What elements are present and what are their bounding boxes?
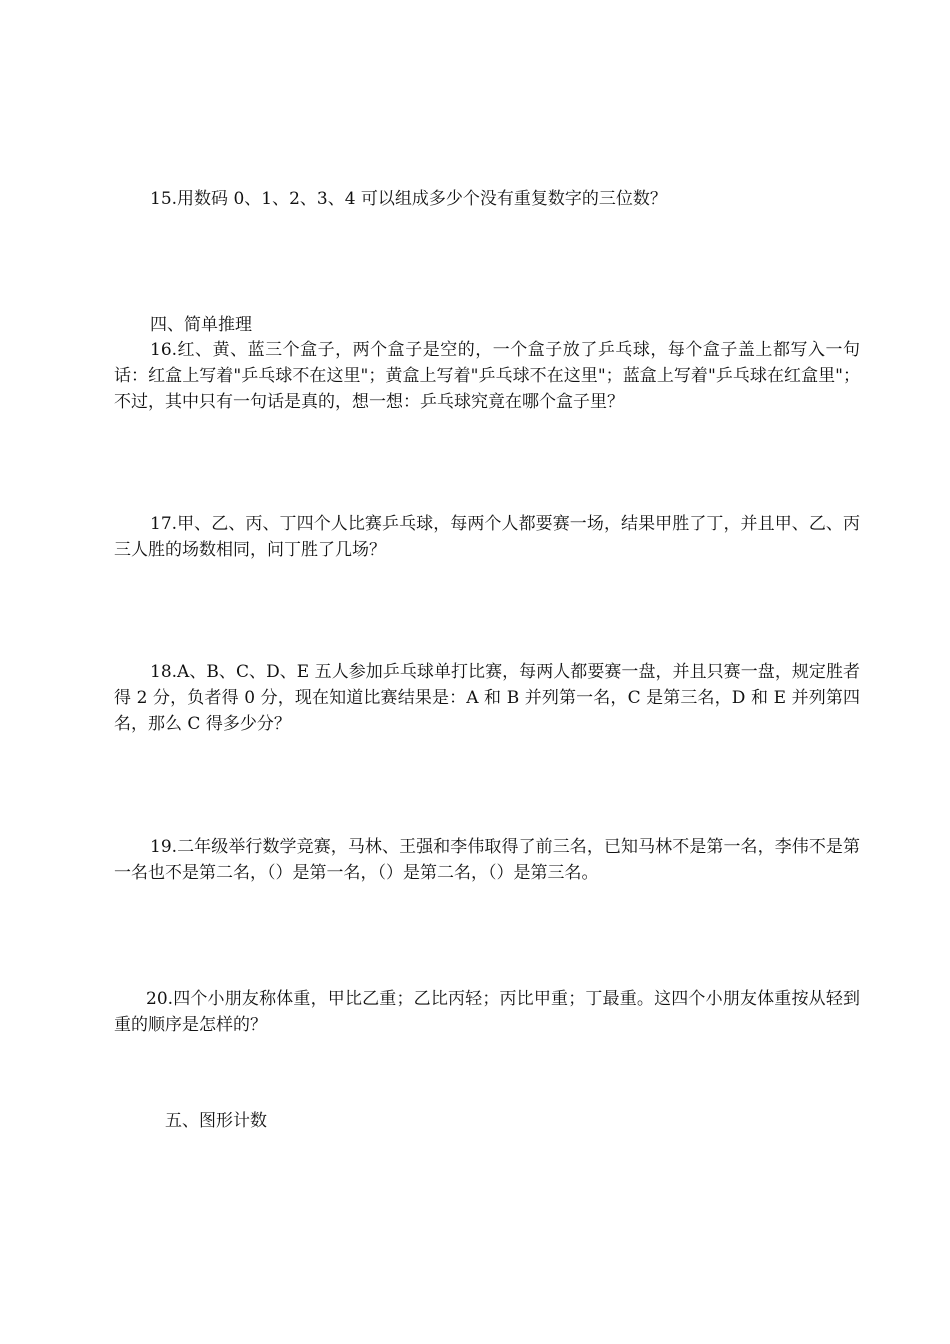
section-heading-simple-reasoning: 四、简单推理 [150, 315, 252, 335]
question-16: 16.红、黄、蓝三个盒子，两个盒子是空的，一个盒子放了乒乓球，每个盒子盖上都写入一句话：红盒上写着"乒乓球不在这里"；黄盒上写着"乒乓球不在这里"；蓝盒上写着"乒乓球在红盒里"；不过，其中只有一句话是真的，想一想：乒乓球究竟在哪个盒子里？ [114, 340, 860, 412]
question-20: 20.四个小朋友称体重，甲比乙重；乙比丙轻；丙比甲重；丁最重。这四个小朋友体重按从轻到重的顺序是怎样的？ [114, 989, 860, 1035]
question-18: 18.A、B、C、D、E 五人参加乒乓球单打比赛，每两人都要赛一盘，并且只赛一盘，规定胜者得 2 分，负者得 0 分，现在知道比赛结果是：A 和 B 并列第一名，C 是第三名，D 和 E 并列第四名，那么 C 得多少分？ [114, 662, 860, 734]
question-15: 15.用数码 0、1、2、3、4 可以组成多少个没有重复数字的三位数？ [150, 189, 667, 209]
section-heading-figure-counting: 五、图形计数 [165, 1111, 267, 1131]
question-17: 17.甲、乙、丙、丁四个人比赛乒乓球，每两个人都要赛一场，结果甲胜了丁，并且甲、乙、丙三人胜的场数相同，问丁胜了几场？ [114, 514, 860, 560]
question-19: 19.二年级举行数学竞赛，马林、王强和李伟取得了前三名，已知马林不是第一名，李伟不是第一名也不是第二名，（）是第一名，（）是第二名，（）是第三名。 [114, 837, 860, 883]
